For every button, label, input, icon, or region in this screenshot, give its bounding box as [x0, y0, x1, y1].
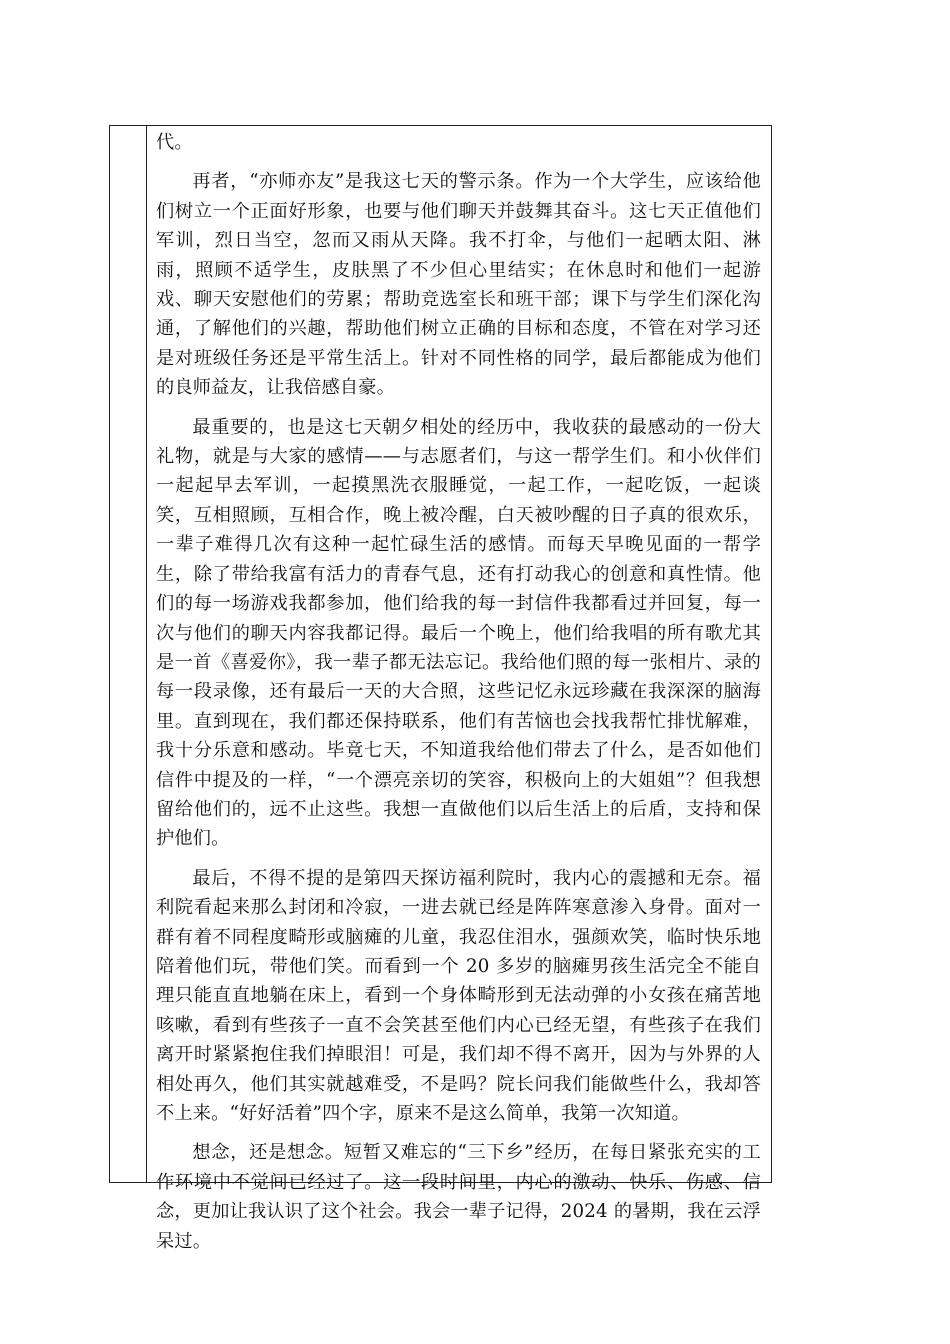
- paragraph-gap: [156, 854, 761, 864]
- paragraph-most-important: 最重要的，也是这七天朝夕相处的经历中，我收获的最感动的一份大礼物，就是与大家的感情——与志愿者们，与这一帮学生们。和小伙伴们一起起早去军训，一起摸黑洗衣服睡觉，一起工作，一起吃饭，一起谈笑，互相照顾，互相合作，晚上被冷醒，白天被吵醒的日子真的很欢乐，一辈子难得几次有这种一起忙碌生活的感情。而每天早晚见面的一帮学生，除了带给我富有活力的青春气息，还有打动我心的创意和真性情。他们的每一场游戏我都参加，他们给我的每一封信件我都看过并回复，每一次与他们的聊天内容我都记得。最后一个晚上，他们给我唱的所有歌尤其是一首《喜爱你》，我一辈子都无法忘记。我给他们照的每一张相片、录的每一段录像，还有最后一天的大合照，这些记忆永远珍藏在我深深的脑海里。直到现在，我们都还保持联系，他们有苦恼也会找我帮忙排忧解难，我十分乐意和感动。毕竟七天，不知道我给他们带去了什么，是否如他们信件中提及的一样，“一个漂亮亲切的笑容，积极向上的大姐姐”？但我想留给他们的，远不止这些。我想一直做他们以后生活上的后盾，支持和保护他们。: [156, 416, 761, 850]
- paragraph-welfare-home: 最后，不得不提的是第四天探访福利院时，我内心的震撼和无奈。福利院看起来那么封闭和冷寂，一进去就已经是阵阵寒意渗入身骨。面对一群有着不同程度畸形或脑瘫的儿童，我忍住泪水，强颜欢笑，临时快乐地陪着他们玩，带他们笑。而看到一个 20 多岁的脑瘫男孩生活完全不能自理只能直直地躺在床上，看到一个身体畸形到无法动弹的小女孩在痛苦地咳嗽，看到有些孩子一直不会笑甚至他们内心已经无望，有些孩子在我们离开时紧紧抱住我们掉眼泪！可是，我们却不得不离开，因为与外界的人相处再久，他们其实就越难受，不是吗？院长问我们能做些什么，我却答不上来。“好好活着”四个字，原来不是这么简单，我第一次知道。: [156, 867, 761, 1124]
- paragraph-continuation: 代。: [156, 132, 193, 153]
- paragraph-teacher-friend: 再者，“亦师亦友”是我这七天的警示条。作为一个大学生，应该给他们树立一个正面好形象，也要与他们聊天并鼓舞其奋斗。这七天正值他们军训，烈日当空，忽而又雨从天降。我不打伞，与他们一起晒太阳、淋雨，照顾不适学生，皮肤黑了不少但心里结实；在休息时和他们一起游戏、聊天安慰他们的劳累；帮助竞选室长和班干部；课下与学生们深化沟通，了解他们的兴趣，帮助他们树立正确的目标和态度，不管在对学习还是对班级任务还是平常生活上。针对不同性格的同学，最后都能成为他们的良师益友，让我倍感自豪。: [156, 171, 761, 399]
- paragraph-gap: [156, 403, 761, 413]
- table-content-cell: [148, 126, 771, 1252]
- paragraph-gap: [156, 1128, 761, 1138]
- paragraph-gap: [156, 157, 761, 167]
- paragraph-missing: 想念，还是想念。短暂又难忘的“三下乡”经历，在每日紧张充实的工作环境中不觉间已经过了。这一段时间里，内心的激动、快乐、伤感、信念，更加让我认识了这个社会。我会一辈子记得，2024 的暑期，我在云浮呆过。: [156, 1142, 761, 1252]
- table-left-cell: [110, 126, 147, 1182]
- document-table: [109, 125, 772, 1252]
